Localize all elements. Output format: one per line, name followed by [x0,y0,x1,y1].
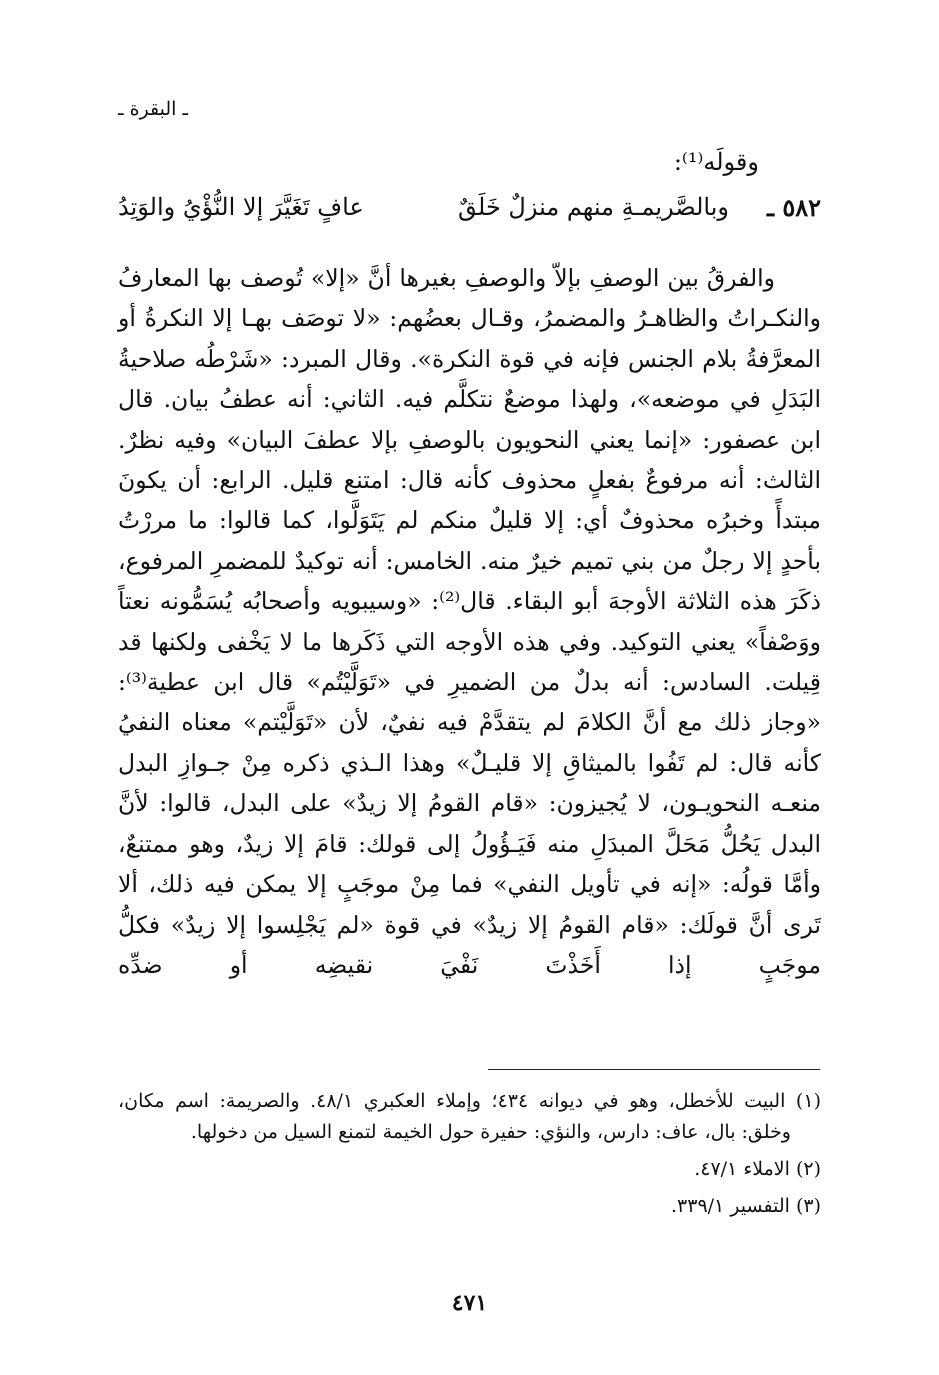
footnotes [118,1086,821,1228]
main-paragraph: والفرقُ بين الوصفِ بإلاّ والوصفِ بغيرها أنَّ «إلا» تُوصف بها المعارفُ والنكـراتُ والظاهـرُ والمضمرُ، وقـال بعضُهم: «لا توصَف بهـا إلا النكرةُ أو المعرَّفةُ بلام الجنس فإنه في قوة النكرة». وقال المبرد: «شَرْطُه صلاحيةُ البَدَلِ في موضعه»، ولهذا موضعٌ نتكلَّم فيه. الثاني: أنه عطفُ بيان. قال ابن عصفور: «إنما يعني النحويون بالوصفِ بإلا عطفَ البيان» وفيه نظرٌ. الثالث: أنه مرفوعٌ بفعلٍ محذوف كأنه قال: امتنع قليل. الرابع: أن يكونَ مبتدأً وخبرُه محذوفٌ أي: إلا قليلٌ منكم لم يَتَوَلَّوا، كما قالوا: ما مررْتُ بأحدٍ إلا رجلٌ من بني تميم خيرٌ منه. الخامس: أنه توكيدٌ للمضمرِ المرفوع، ذكَرَ هذه الثلاثة الأوجهَ أبو البقاء. قال⁽²⁾: «وسيبويه وأصحابُه يُسَمُّونه نعتاً ووَصْفاً» يعني التوكيد. وفي هذه الأوجه التي ذَكَرها ما لا يَخْفى ولكنها قد قِيلت. السادس: أنه بدلٌ من الضميرِ في «تَوَلَّيْتُم» قال ابن عطية⁽³⁾: «وجاز ذلك مع أنَّ الكلامَ لم يتقدَّمْ فيه نفيٌ، لأن «تَوَلَّيْتم» معناه النفيُ كأنه قال: لم تَفُوا بالميثاقِ إلا قليـلٌ» وهذا الـذي ذكره مِنْ جـوازِ البدل منعـه النحويـون، لا يُجيزون: «قام القومُ إلا زيدٌ» على البدل، قالوا: لأنَّ البدل يَحُلُّ مَحَلَّ المبدَلِ منه فَيَـؤُولُ إلى قولك: قامَ إلا زيدٌ، وهو ممتنعٌ، وأمَّا قولُه: «إنه في تأويل النفي» فما مِنْ موجَبٍ إلا يمكن فيه ذلك، ألا تَرى أنَّ قولَك: «قام القومُ إلا زيدٌ» في قوة «لم يَجْلِسوا إلا زيدٌ» فكلُّ موجَبٍ إذا أَخَذْتَ نَفْيَ نقيضِه أو ضدِّه [118,264,822,979]
verse-number: ٥٨٢ ـ [766,193,821,222]
footnote-3 [118,1191,821,1222]
footnote-text: الاملاء ٤٧/١. [694,1158,790,1180]
verse-intro: وقولَه⁽¹⁾: [673,148,759,176]
running-head: ـ البقرة ـ [118,98,189,120]
poetry-verse [118,193,821,233]
verse-second-hemistich: عافٍ تَغَيَّرَ إلا النُّؤْيُ والوَتِدُ [118,193,364,221]
footnote-separator [488,1069,820,1070]
footnote-1 [118,1086,821,1148]
footnote-2 [118,1154,821,1185]
footnote-marker: (٣) [795,1195,821,1217]
verse-first-hemistich: وبالصَّريمـةِ منهم منزلٌ خَلَقٌ [458,193,729,221]
footnote-text: البيت للأخطل، وهو في ديوانه ٤٣٤؛ وإملاء العكبري ٤٨/١. والصريمة: اسم مكان، وخلق: بال، عاف: دارس، والنؤي: حفيرة حول الخيمة لتمنع السيل من دخولها. [118,1090,791,1143]
footnote-text: التفسير ٣٣٩/١. [670,1195,790,1217]
footnote-marker: (١) [795,1090,821,1112]
page-number: ٤٧١ [451,1290,488,1316]
footnote-marker: (٢) [795,1158,821,1180]
main-text [118,258,821,985]
